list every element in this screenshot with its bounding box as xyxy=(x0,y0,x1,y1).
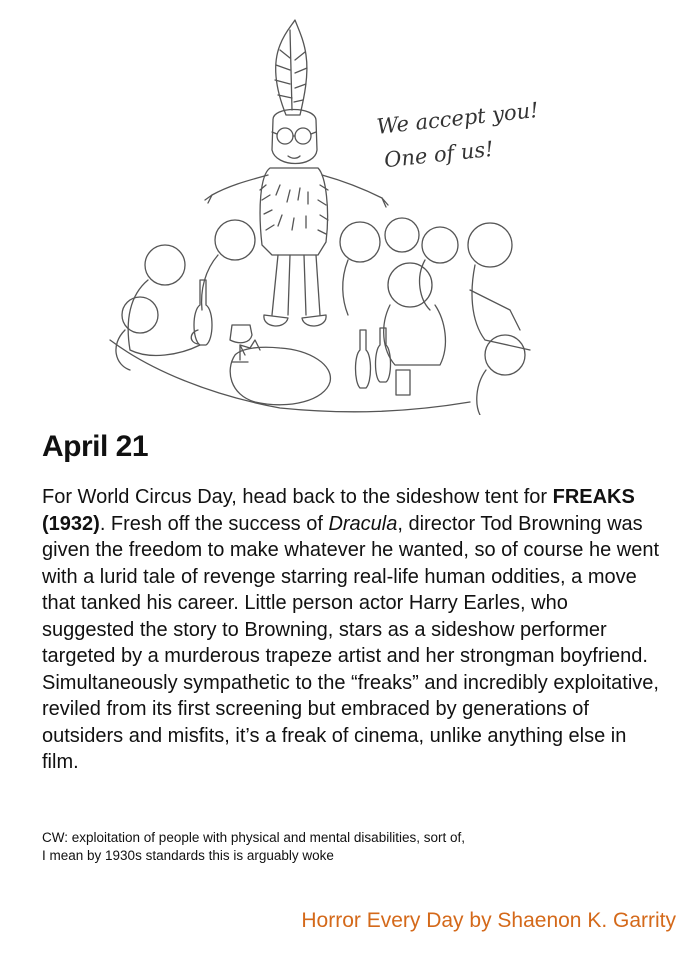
sketch-illustration xyxy=(90,10,560,415)
author-credit: Horror Every Day by Shaenon K. Garrity xyxy=(301,909,676,932)
body-rest: , director Tod Browning was given the freedom to make whatever he wanted, so of course he went with a lurid tale of revenge starring real-life human oddities, a move that tanked his career. Little person actor Harry Earles, who suggested the story to Browning, stars as a sideshow performer targeted by a murderous trapeze artist and her strongman boyfriend. Simultaneously sympathetic to the “freaks” and incredibly exploitative, reviled from its first screening but embraced by generations of outsiders and misfits, it’s a freak of cinema, unlike anything else in film. xyxy=(42,512,660,773)
speech-line-2: One of us! xyxy=(383,136,495,173)
feather-headdress xyxy=(275,20,307,115)
body-after-title: . Fresh off the success of xyxy=(99,512,329,535)
central-figure-body xyxy=(205,168,388,326)
entry-paragraph xyxy=(42,484,662,776)
content-warning xyxy=(42,829,642,865)
cw-line-2: I mean by 1930s standards this is arguably woke xyxy=(42,848,334,863)
entry-body xyxy=(42,484,662,776)
film-title: FREAKS (1932) xyxy=(42,486,635,535)
entry-date: April 21 xyxy=(42,430,149,463)
cw-line-1: CW: exploitation of people with physical and mental disabilities, sort of, xyxy=(42,830,465,845)
speech-line-1: We accept you! xyxy=(375,97,540,139)
table-items xyxy=(110,280,470,412)
dracula-title: Dracula xyxy=(328,512,398,535)
central-figure-head xyxy=(272,110,317,164)
body-intro: For World Circus Day, head back to the sideshow tent for xyxy=(42,486,553,508)
